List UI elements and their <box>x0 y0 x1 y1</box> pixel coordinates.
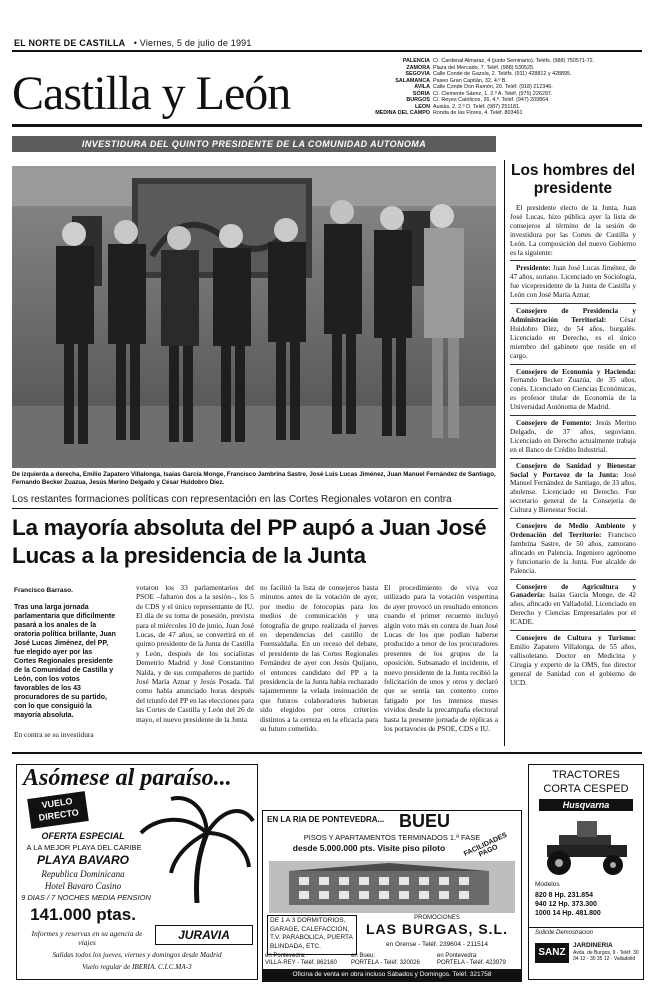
sidebar-item <box>510 307 636 360</box>
photo-illustration <box>12 166 496 468</box>
paper-name: EL NORTE DE CASTILLA <box>14 38 126 48</box>
issue-date: • Viernes, 5 de julio de 1991 <box>133 38 252 48</box>
housing-line1: PISOS Y APARTAMENTOS TERMINADOS 1.ª FASE <box>303 833 481 842</box>
sidebar-separator <box>510 260 636 261</box>
sidebar-item-role: Consejero de Cultura y Turismo: <box>516 634 636 643</box>
office-address: C/. Cardenal Almaraz, 4 (junto Seminario). Teléfs. (988) 750571-72. <box>433 58 595 64</box>
housing-offices <box>265 953 519 967</box>
husqvarna-logo: Husqvarna <box>539 799 633 811</box>
sidebar-item-role: Presidente: <box>516 264 553 273</box>
mower-price-list <box>535 891 639 918</box>
travel-departures: Salidas todos los jueves, viernes y domingos desde Madrid <box>52 951 222 959</box>
sidebar-title: Los hombres del presidente <box>510 162 636 197</box>
sidebar-item-text: Fernando Becker Zuazúa, de 35 años, conés. Licenciado en Ciencias Económicas, es profesor titular de Economía de la Universidad Autónoma de Madrid. <box>510 376 636 412</box>
mower-demo: Solicite Demostracion <box>535 930 594 936</box>
sidebar-separator <box>510 458 636 459</box>
sidebar-separator <box>510 518 636 519</box>
office-address: Plaza del Mercado, 7. Teléf. (988) 530525. <box>433 64 535 71</box>
sidebar-item-role: Consejero de Agricultura y Ganadería: <box>510 582 636 600</box>
ads-rule <box>12 752 642 754</box>
sidebar-item <box>510 419 636 455</box>
office-city: SORIA <box>412 90 430 97</box>
travel-country: Republica Dominicana <box>41 869 125 879</box>
office-city: LEON <box>415 103 430 110</box>
housing-office <box>265 953 349 967</box>
office-address: C/. Reyes Católicos, 26, 4.º. Teléf. (947) 209864. <box>433 97 550 103</box>
article-column-3: no facilitó la lista de consejeros hasta minutos antes de la votación de ayer, por medio de fotocopias para los medios de comunicación y una fotografía de grupo realizada el jueves en dependencias del castillo de Fuensaldaña. En un receso del debate, el presidente de las Cortes Regionales Fernández de ayer con Jesús Quijano, el entonces candidato del PP a la presidencia de la Junta había rechazado tajantemente la velada insinuación de que futuros colaboradores hubieran sido elegidos por otros criterios distintos a la certeza en la eficacia para su futuro cometido. <box>260 583 378 734</box>
office-row <box>372 110 642 117</box>
promoter-name: LAS BURGAS, S.L. <box>365 921 508 937</box>
sidebar-intro: El presidente electo de la Junta, Juan José Lucas, hizo pública ayer la lista de consejeros al término de la sesión de investidura por las Cortes de Castilla y León. La composición del nuevo Gobierno es la siguiente: <box>510 204 636 257</box>
sidebar-separator <box>510 415 636 416</box>
paper-line <box>14 38 252 48</box>
housing-office-place: en Pontevedra: <box>437 953 478 959</box>
travel-ad <box>16 764 258 980</box>
sidebar-rule <box>504 160 505 746</box>
housing-office <box>437 953 521 967</box>
promoter-label: PROMOCIONES <box>414 915 460 921</box>
building-illustration <box>269 861 515 913</box>
travel-carrier: Vuelo regular de IBERIA. C.I.C.MA-3 <box>82 963 192 971</box>
housing-features: DE 1 A 3 DORMITORIOS, GARAGE, CALEFACCION, T.V. PARABOLICA, PUERTA BLINDADA, ETC. <box>267 915 357 955</box>
dealer-name: JARDINERIA <box>573 942 613 949</box>
housing-office-place: en Pontevedra: <box>265 953 306 959</box>
housing-office <box>351 953 435 967</box>
office-address: C/. Clemente Sáenz, 1. 2.º A. Teléf. (975) 226297. <box>433 90 553 97</box>
office-address: Ronda de las Flores, 4. Teléf. 803461 <box>433 110 523 116</box>
housing-office-place: en Bueu: <box>351 953 376 959</box>
sidebar-item-text: Juan José Lucas Jiménez, de 47 años, soriano. Licenciado en Sociología, fue vicepresidente de la Junta de Castilla y León con José María Aznar. <box>510 264 636 300</box>
sidebar-item-text: Francisco Jambrina Sastre, de 50 años, zamorano afincado en Palencia. Ingeniero agrónomo y funcionario de la Junta. Fue alcalde de Palencia. <box>510 531 636 575</box>
sidebar-item-text: José Manuel Fernández de Santiago, de 33 años, abulense. Licenciado en Derecho. Fue secretario general de la Consejería de Cultura y Bienestar Social. <box>510 470 636 515</box>
mower-title1: TRACTORES <box>552 769 620 781</box>
top-rule <box>12 50 642 52</box>
sidebar-item <box>510 634 636 687</box>
lawn-tractor-icon <box>537 815 635 879</box>
dealer-address: Avda. de Burgos, 9 · Teléf. 30 34 12 - 30 35 12 · Valladolid <box>573 950 639 962</box>
sidebar-item-text: Jesús Merino Delgado, de 37 años, segoviano. Licenciado en Derecho actualmente trabaja en el Banco de Crédito Industrial. <box>510 419 637 454</box>
office-city: BURGOS <box>406 97 430 103</box>
travel-price: 141.000 ptas. <box>30 905 136 924</box>
mower-prices-label: Modelos <box>535 881 560 888</box>
sidebar-item <box>510 462 636 515</box>
masthead: Castilla y León <box>12 67 291 120</box>
housing-footer: Oficina de venta en obra incluso Sábados y Domingos. Teléf. 321758 <box>263 969 521 981</box>
article-headline: La mayoría absoluta del PP aupó a Juan José Lucas a la presidencia de la Junta <box>12 515 487 568</box>
office-city: SEGOVIA <box>405 71 430 77</box>
travel-ad-headline: Asómese al paraíso... <box>23 765 232 791</box>
sidebar-separator <box>510 630 636 631</box>
sidebar-separator <box>510 579 636 580</box>
travel-offer: OFERTA ESPECIAL <box>41 831 125 841</box>
direct-flight-badge: VUELO DIRECTO <box>27 791 89 829</box>
kicker-rule <box>12 508 498 509</box>
sidebar-item-role: Consejero de Medio Ambiente y Ordenación del Territorio: <box>510 522 636 539</box>
office-city: ZAMORA <box>406 64 430 71</box>
office-address: Paseo Gran Capitán, 32, 4.º B. <box>433 77 507 84</box>
office-address: Ausiàs, 2, 2.º D. Teléf. (987) 251181. <box>433 103 521 110</box>
office-city: MEDINA DEL CAMPO <box>375 110 430 116</box>
housing-line2: desde 5.000.000 pts. Visite piso piloto <box>292 843 446 853</box>
sidebar-item <box>510 583 636 628</box>
sidebar-item <box>510 522 636 575</box>
article-kicker: Los restantes formaciones políticas con representación en las Cortes Regionales votaron en contra <box>12 494 452 505</box>
sidebar-item-role: Consejero de Economía y Hacienda: <box>516 367 636 376</box>
mower-ad <box>528 764 644 980</box>
travel-line1: A LA MEJOR PLAYA DEL CARIBE <box>26 843 142 852</box>
sidebar-item <box>510 368 636 413</box>
housing-ad <box>262 810 522 982</box>
mower-price-row: 1000 14 Hp. 481.800 <box>535 910 601 917</box>
housing-office-line: VILLA-REY - Teléf. 862160 <box>265 960 337 966</box>
housing-title-pre: EN LA RIA DE PONTEVEDRA... <box>267 815 385 824</box>
office-address: Calle Conde de Gazola, 2. Teléfs. (911) 428812 y 428895. <box>433 71 572 77</box>
mower-title2: CORTA CESPED <box>543 783 629 795</box>
mower-divider <box>529 927 643 928</box>
travel-duration: 9 DIAS / 7 NOCHES MEDIA PENSION <box>21 893 151 902</box>
travel-hotel: Hotel Bavaro Casino <box>44 881 122 891</box>
article-lead-tail: En contra se su investidura <box>14 730 94 739</box>
sidebar-separator <box>510 364 636 365</box>
section-banner: INVESTIDURA DEL QUINTO PRESIDENTE DE LA COMUNIDAD AUTONOMA <box>12 136 496 152</box>
travel-info: Informes y reservas en su agencia de viajes <box>31 929 143 947</box>
sidebar-separator <box>510 303 636 304</box>
sidebar-item-text: Isaías García Monge, de 42 años, afincado en Valladolid. Licenciado en Derecho y Ciencias Empresariales por el ICADE. <box>510 591 636 627</box>
group-photo <box>12 166 496 468</box>
sidebar-item-text: César Huidobro Díez, de 54 años, burgalés. Licenciado en Derecho, es el único miembro del gabinete que reside en el cargo. <box>510 315 636 360</box>
office-list <box>372 58 642 117</box>
mower-price-row: 820 8 Hp. 231.854 <box>535 892 593 899</box>
housing-title: BUEU <box>399 811 451 831</box>
sidebar-item <box>510 264 636 300</box>
office-address: Calle Conde Don Ramón, 20. Teléf. (918) 212346. <box>433 84 553 90</box>
palm-tree-icon <box>135 793 255 903</box>
article-lead: Tras una larga jornada parlamentaria que difícilmente pasará a los anales de la oratoria política brillante, Juan José Lucas Jiménez, del PP, fue elegido ayer por las Cortes Regionales presidente de la Comunidad de Castilla y León, con los votos favorables de los 43 procuradores de su partido, con lo que consiguió la mayoría absoluta. <box>14 604 116 719</box>
housing-stamp: FACILIDADES PAGO <box>462 831 509 859</box>
masthead-rule <box>12 124 642 127</box>
sidebar-item-role: Consejero de Sanidad y Bienestar Social y Portavoz de la Junta: <box>510 461 636 479</box>
housing-office-line: PORTELA - Teléf. 320026 <box>351 960 420 966</box>
housing-office-line: PORTELA - Teléf. 423979 <box>437 960 506 966</box>
office-city: SALAMANCA <box>395 77 430 84</box>
juravia-logo: JURAVIA <box>155 925 253 945</box>
mower-price-row: 940 12 Hp. 373.300 <box>535 901 597 908</box>
article-byline: Francisco Barraso. <box>14 587 73 594</box>
office-city: PALENCIA <box>402 58 430 64</box>
article-column-4: El procedimiento de viva voz utilizado para la votación vespertina de ayer provocó un resultado entonces cuando el primer recuento incluyó algún voto más en contra de Juan José Lucas de los que podían haberse producido a tenor de los procuradores presentes de los grupos de la oposición. Subsanado el incidente, el nuevo presidente de la Junta recibió la felicitación de unos y otros y declaró que se sentía tan contento como fatigado por los intensos meses vividos desde la precampaña electoral hasta la presente jornada de réplicas a los portavoces de PSOE, CDS e IU. <box>384 583 498 734</box>
sidebar-item-text: Emilio Zapatero Villalonga, de 55 años, vallisoletano. Doctor en Medicina y Cirugía y experto de la OMS, fue director general de Sanidad con el gobierno de UCD. <box>510 642 636 687</box>
sidebar-item-role: Consejero de Presidencia y Administración Territorial: <box>510 307 636 324</box>
sidebar-item-role: Consejero de Fomento: <box>516 419 596 428</box>
sanz-logo: SANZ <box>535 943 569 963</box>
travel-place: PLAYA BAVARO <box>37 853 129 867</box>
sidebar-body <box>510 204 636 690</box>
office-city: AVILA <box>414 84 430 90</box>
photo-caption: De izquierda a derecha, Emilio Zapatero Villalonga, Isaías García Monge, Francisco Jambrina Sastre, José Luis Lucas Jiménez, Juan Manuel Fernández de Santiago, Fernando Becker Zuazua, Jesús Merino Delgado y César Huidobro Díez. <box>12 471 496 486</box>
promoter-address: en Orense - Teléf. 239604 - 211514 <box>385 941 489 948</box>
article-column-2: votaron los 33 parlamentarios del PSOE –faltaron dos a la sesión–, los 5 de CDS y el único representante de IU. El día de su toma de posesión, prevista para el miércoles 10 de junio, Juan José Lucas, de 47 años, se convertirá en el quinto presidente de la Junta de Castilla y León, después de los socialistas Demetrio Madrid y José Constantino Nalda, y de sus compañeros de partido José María Aznar y Jesús Posada. Tal como había anunciado horas después del triunfo del PP en las elecciones para las Cortes de Castilla y León del 26 de mayo, el nuevo presidente de la Junta <box>136 583 254 724</box>
